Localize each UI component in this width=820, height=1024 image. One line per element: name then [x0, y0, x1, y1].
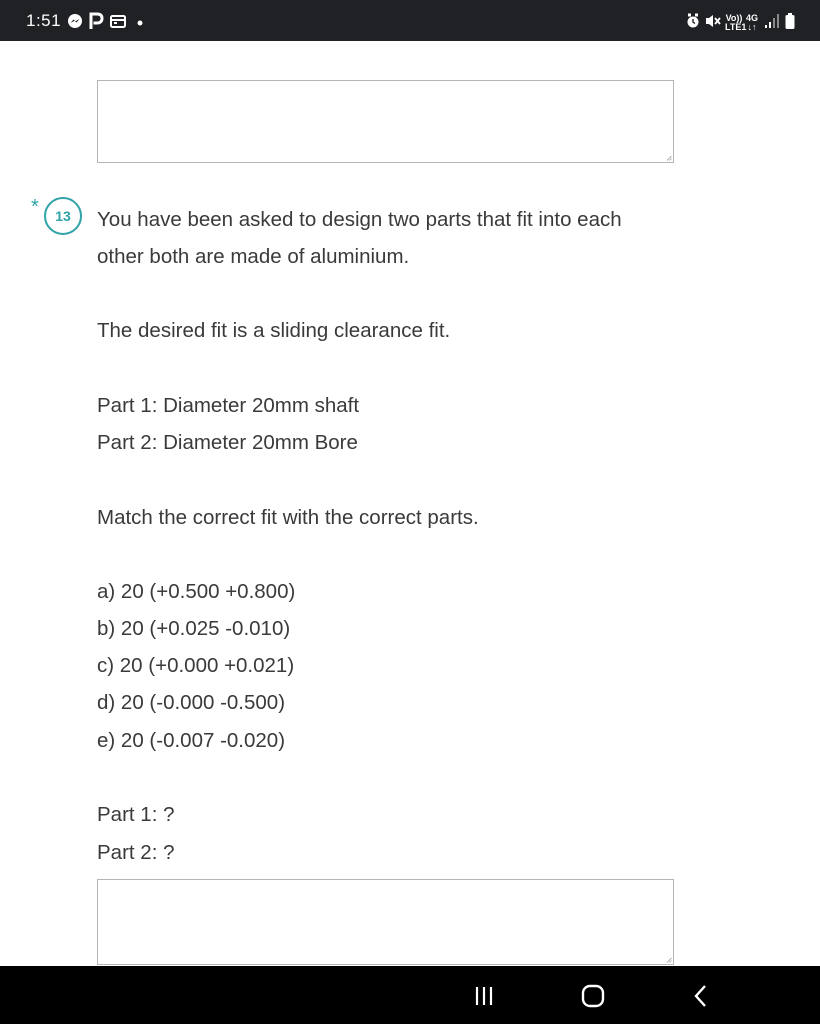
- messenger-icon: [67, 12, 83, 30]
- resize-grip-icon[interactable]: [666, 155, 672, 161]
- calendar-icon: [110, 12, 126, 30]
- p-icon: [88, 12, 104, 30]
- network-label: [745, 14, 759, 32]
- signal-icon: [764, 12, 780, 30]
- question-intro-line2: other both are made of aluminium.: [97, 245, 410, 268]
- resize-grip-icon[interactable]: [666, 957, 672, 963]
- volte-label: [725, 13, 747, 32]
- question-part1: Part 1: Diameter 20mm shaft: [97, 394, 360, 417]
- home-icon[interactable]: [578, 981, 608, 1011]
- network-type: 4G: [745, 13, 758, 23]
- dot-icon: [136, 12, 144, 30]
- recent-apps-icon[interactable]: [469, 981, 499, 1011]
- battery-icon: [784, 12, 796, 30]
- question-part2: Part 2: Diameter 20mm Bore: [97, 431, 358, 454]
- volte-label-top: Vo)): [725, 13, 743, 23]
- question-desired-fit: The desired fit is a sliding clearance fit.: [97, 319, 451, 342]
- question-intro-line1: You have been asked to design two parts that fit into each: [97, 208, 622, 231]
- answer-part2-prompt: Part 2: ?: [97, 841, 175, 864]
- option-c: c) 20 (+0.000 +0.021): [97, 654, 295, 677]
- network-arrows-icon: ↓↑: [747, 22, 757, 32]
- navigation-bar: [0, 966, 820, 1024]
- question-instruction: Match the correct fit with the correct parts.: [97, 506, 479, 529]
- status-time: 1:51: [26, 11, 62, 30]
- status-bar: [0, 0, 820, 41]
- option-b: b) 20 (+0.025 -0.010): [97, 617, 291, 640]
- back-icon[interactable]: [686, 981, 716, 1011]
- required-marker: *: [31, 196, 39, 218]
- mute-icon: [704, 12, 722, 30]
- option-d: d) 20 (-0.000 -0.500): [97, 691, 286, 714]
- question-number-badge: [44, 197, 82, 235]
- volte-label-bottom: LTE1: [725, 22, 747, 32]
- answer-part1-prompt: Part 1: ?: [97, 803, 175, 826]
- option-a: a) 20 (+0.500 +0.800): [97, 580, 296, 603]
- alarm-icon: [686, 12, 700, 30]
- question-number: 13: [55, 208, 71, 224]
- answer-textarea[interactable]: [97, 879, 674, 965]
- previous-answer-textarea[interactable]: [97, 80, 674, 163]
- option-e: e) 20 (-0.007 -0.020): [97, 729, 286, 752]
